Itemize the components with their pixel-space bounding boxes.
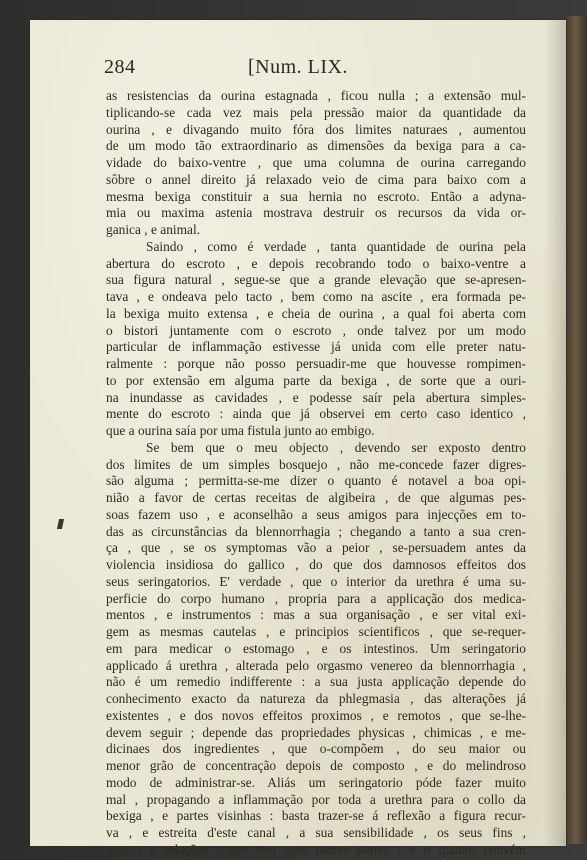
- text-line: violencia insidiosa do gallico , do que dos damnosos effeitos dos: [106, 557, 526, 572]
- text-line: perficie do corpo humano , propria para a applicação dos medica-: [106, 590, 526, 606]
- text-line: Saindo , como é verdade , tanta quantidade de ourina pela: [146, 238, 526, 254]
- text-line: ça , que , se os symptomas vão a peior , se-persuadem antes da: [106, 540, 526, 556]
- text-line: to por extensão em alguma parte da bexiga , de sorte que a ouri-: [106, 372, 526, 388]
- page-gutter-shadow: [544, 20, 566, 846]
- text-line: ralmente : porque não posso persuadir-me que houvesse rompimen-: [106, 356, 526, 371]
- text-line: mesma bexiga constituir a sua hernia no escroto. Então a adyna-: [106, 188, 526, 204]
- text-line: vidade do baixo-ventre , que uma columna de ourina carregando: [106, 155, 526, 170]
- text-line: mal , propagando a inflammação por toda a urethra para o collo da: [106, 791, 526, 807]
- text-line: o bistori juntamente com o escroto , onde talvez por um modo: [106, 322, 526, 338]
- text-line: dicinaes dos ingredientes , que o-compõem , do seu maior ou: [106, 741, 526, 757]
- text-line: ourina , e divagando muito fóra dos limites naturaes , aumentou: [106, 121, 526, 137]
- text-line: abertura do escroto , e depois recobrando todo o baixo-ventre a: [106, 255, 526, 271]
- text-line: sua figura natural , segue-se que a grande elevação que se-apresen-: [106, 272, 526, 288]
- text-line: que a ourina saía por uma fistula junto ao embigo.: [106, 423, 375, 438]
- text-line: as resistencias da ourina estagnada , ficou nulla ; a extensão mul-: [106, 88, 526, 103]
- text-line: va , e estreita d'este canal , a sua sensibilidade , os seus fins ,: [106, 825, 526, 840]
- text-line: na inundasse as cavidades , e podesse saír pela abertura simples-: [106, 389, 526, 405]
- text-line: de um modo tão extraordinario as dimensões da bexiga para a ca-: [106, 138, 526, 154]
- text-line: devem seguir ; depende das propriedades physicas , chimicas , e me-: [106, 724, 526, 740]
- text-line: das as circunstâncias da blennorrhagia ; chegando a tanto a sua cren-: [106, 523, 526, 539]
- text-line: não é um remedio indifferente : a sua justa applicação depende do: [106, 674, 526, 690]
- text-line: bexiga , e partes visinhas : basta trazer-se á reflexão a figura recur-: [106, 808, 526, 824]
- text-line: conhecimento exacto da natureza da phlegmasia , das alterações já: [106, 691, 526, 706]
- text-line: particular de inflammação estivesse já unida com elle preter natu-: [106, 339, 526, 355]
- text-line: ganica , e animal.: [106, 222, 201, 237]
- text-line: seus seringatorios. E' verdade , que o interior da urethra é uma su-: [106, 573, 526, 589]
- running-title: [Num. LIX.: [248, 56, 348, 78]
- text-line: mente do escroto : ainda que já observei em certo caso identico ,: [106, 406, 526, 422]
- text-line: tava , e ondeava pelo tacto , bem como na ascite , era formada pe-: [106, 289, 526, 304]
- text-line: menor grão de concentração depois de composto , e do melindroso: [106, 758, 526, 773]
- text-line: são alguma ; permitta-se-me dizer o quanto é notavel a boa opi-: [106, 473, 526, 489]
- text-line: Se bem que o meu objecto , devendo ser exposto dentro: [146, 439, 526, 455]
- text-line: soas fazem uso , e aconselhão a seus amigos para injecções em to-: [106, 506, 526, 522]
- body-text: [106, 88, 526, 859]
- text-line: existentes , e dos novos effeitos proximos , e remotos , que se-lhe-: [106, 707, 526, 723]
- text-line: la bexiga muito extensa , e cheia de ourina , a qual foi aberta com: [106, 305, 526, 321]
- text-line: nião a favor de certas receitas de algibeira , de que algumas pes-: [106, 490, 526, 505]
- page-number: 284: [104, 56, 136, 78]
- text-line: mentos , e instrumentos : mas a sua organisação , e ser vital exi-: [106, 607, 526, 623]
- text-line: modo de administrar-se. Aliás um seringatorio póde fazer muito: [106, 774, 526, 790]
- text-line: em para medicar o estomago , e os intestinos. Um seringatorio: [106, 640, 526, 656]
- book-spine: [567, 16, 587, 844]
- text-line: mia ou maxima astenia mostrava destruir os recursos da vida or-: [106, 205, 526, 221]
- text-line: tiplicando-se cada vez mais pela pressão maior da quantidade da: [106, 104, 526, 120]
- text-line: gem as mesmas cautelas , e principios scientificos , que se-requer-: [106, 624, 526, 639]
- text-line: dos limites de um simples bosquejo , não me-concede fazer digres-: [106, 456, 526, 472]
- text-line: applicado á urethra , alterada pelo orgasmo venereo da blennorrhagia ,: [106, 657, 526, 673]
- running-head: [104, 56, 524, 79]
- text-line: sôbre o annel direito já relaxado veio de cima para baixo com a: [106, 171, 526, 187]
- text-line: usos , e relações , que tem com outras partes ; e o quanto convém: [106, 841, 526, 857]
